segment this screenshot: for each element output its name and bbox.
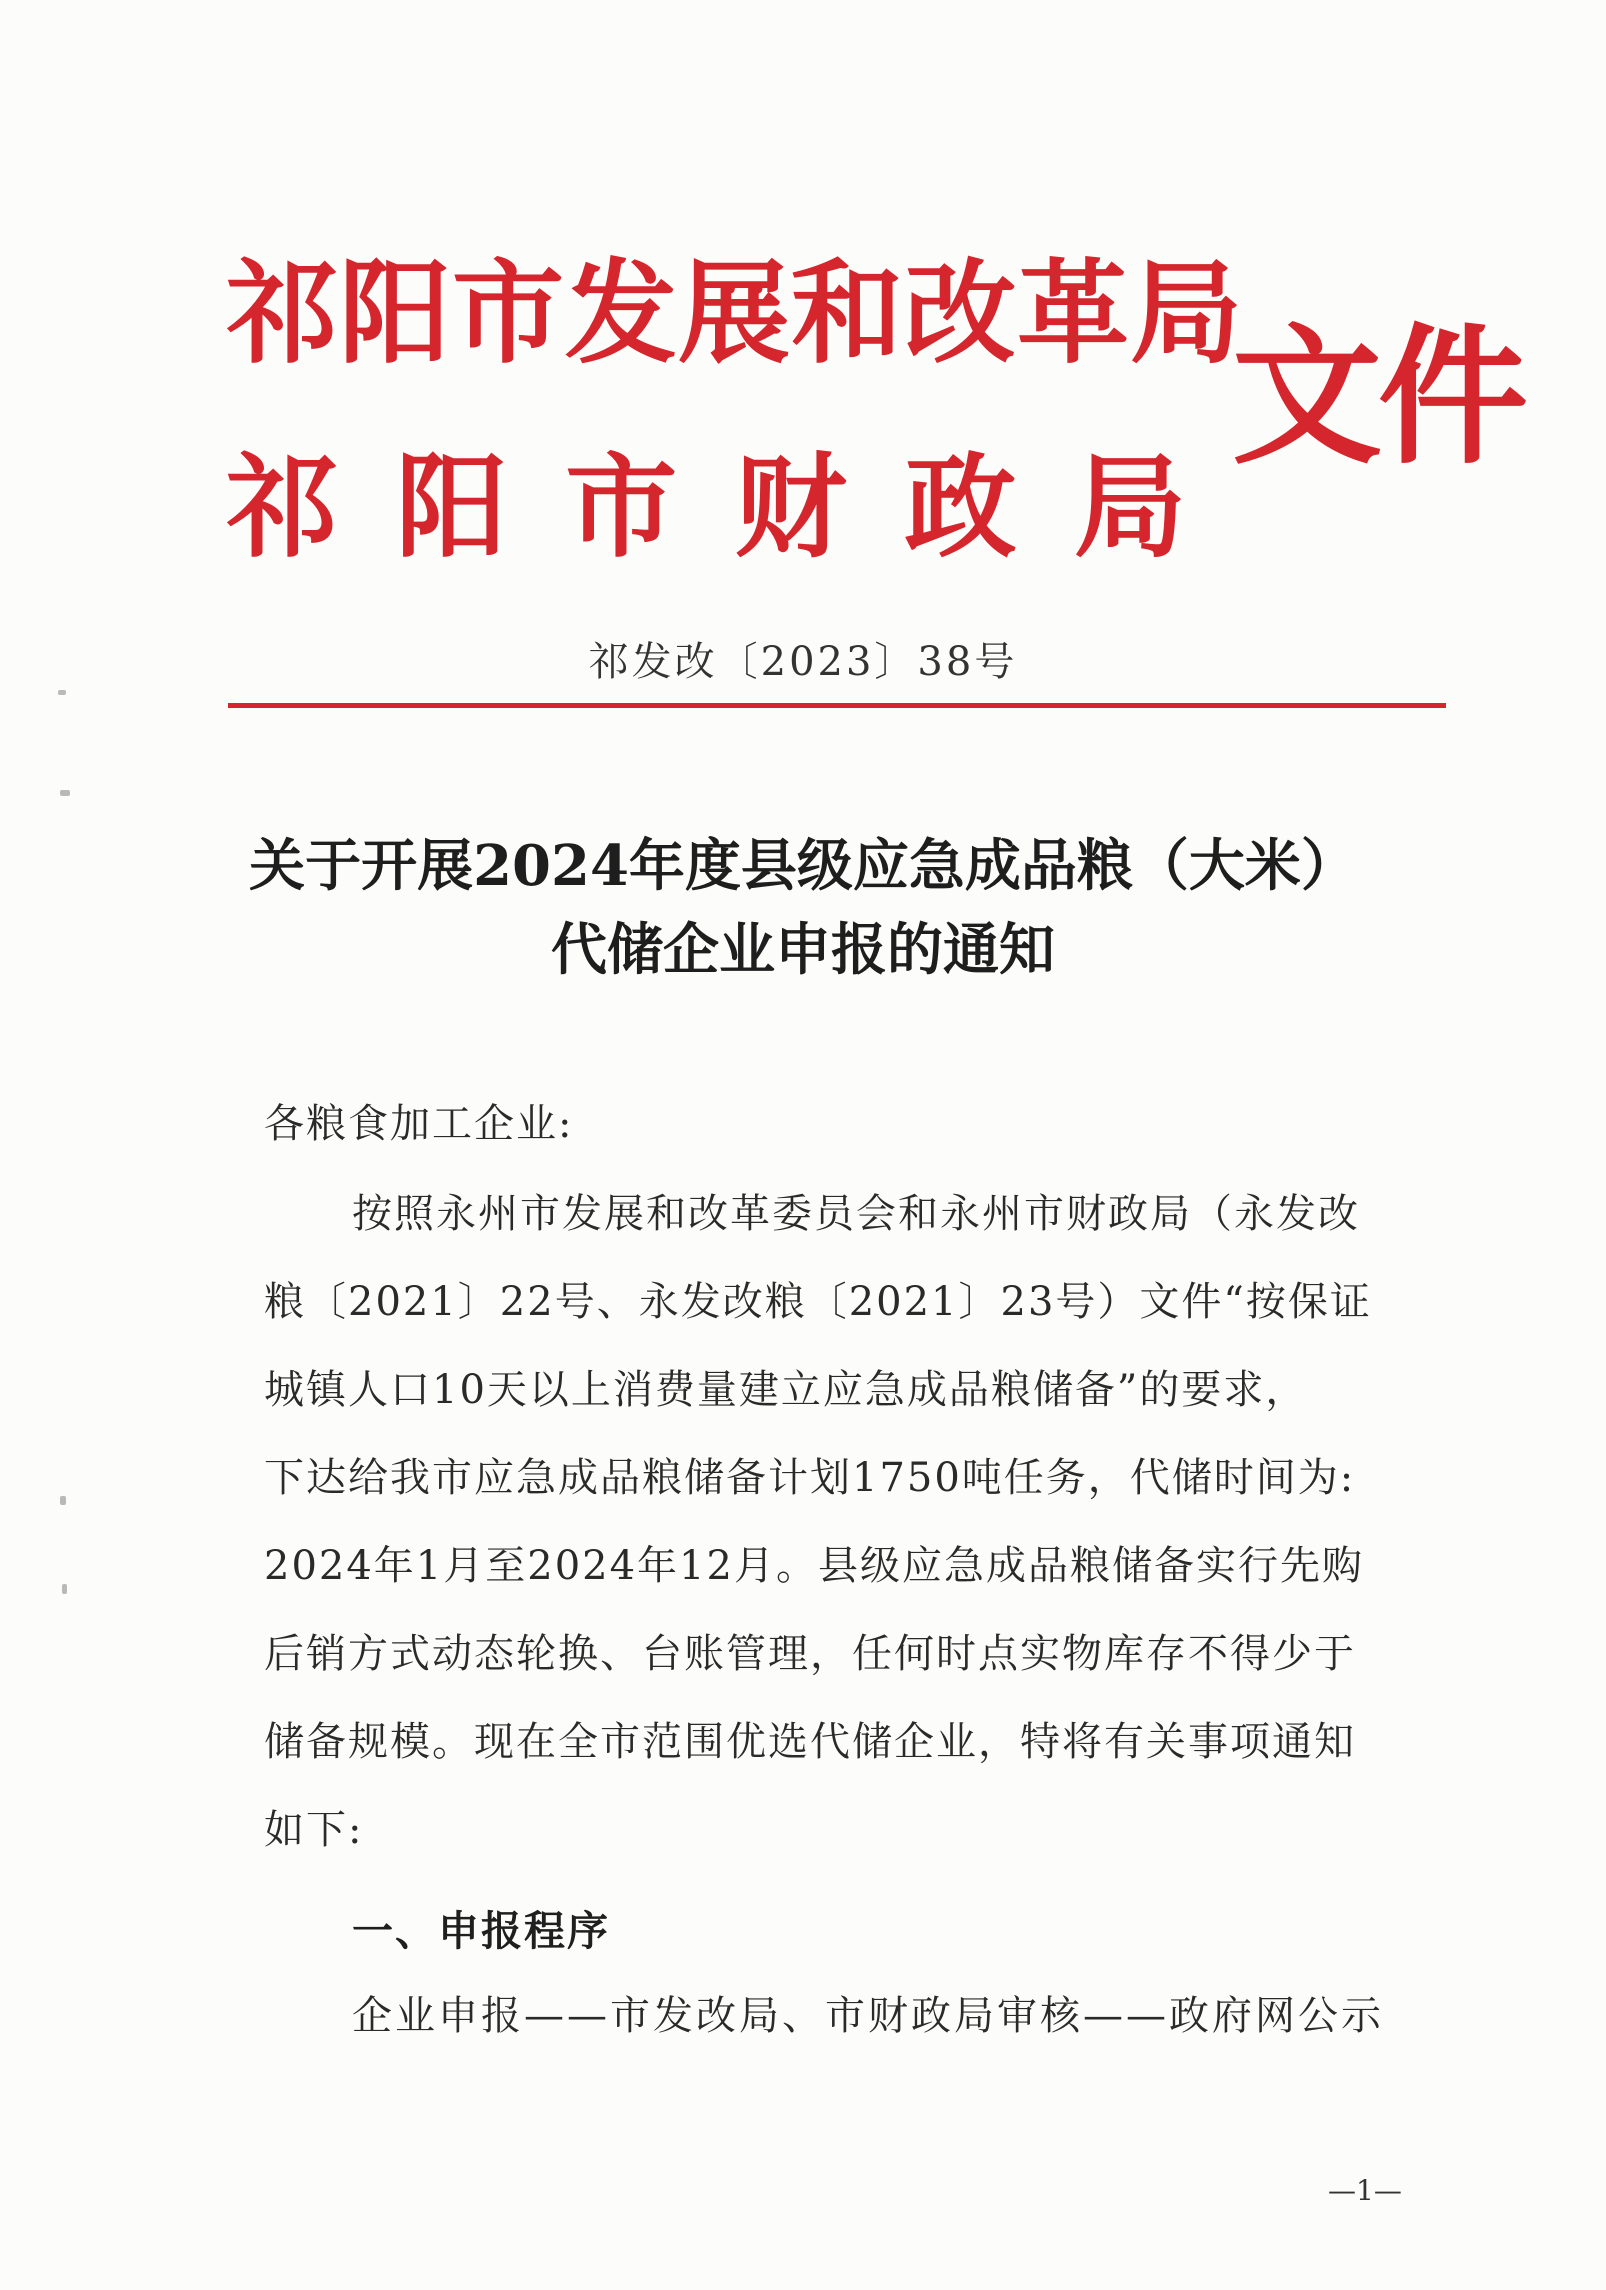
paragraph-line: 如下: bbox=[264, 1807, 364, 1853]
scan-speck bbox=[62, 1584, 67, 1594]
document-label: 文件 bbox=[1232, 309, 1525, 485]
paragraph-line: 城镇人口10天以上消费量建立应急成品粮储备”的要求， bbox=[264, 1367, 1308, 1413]
issuer-char: 市 bbox=[565, 442, 678, 573]
notice-title-line-1: 关于开展2024年度县级应急成品粮（大米） bbox=[249, 833, 1357, 899]
issuer-char: 政 bbox=[904, 442, 1017, 573]
issuer-name-development-reform-bureau: 祁阳市发展和改革局 bbox=[226, 248, 1243, 379]
page-number: —1— bbox=[1328, 2174, 1402, 2207]
salutation: 各粮食加工企业: bbox=[264, 1101, 574, 1147]
scan-speck bbox=[60, 1496, 66, 1505]
document-number: 祁发改〔2023〕38号 bbox=[588, 639, 1018, 685]
scan-speck bbox=[60, 790, 70, 796]
paragraph-line: 按照永州市发展和改革委员会和永州市财政局（永发改 bbox=[352, 1191, 1360, 1237]
issuer-char: 局 bbox=[1073, 442, 1186, 573]
red-divider bbox=[228, 703, 1446, 708]
issuer-char: 祁 bbox=[226, 442, 338, 573]
paragraph-line: 后销方式动态轮换、台账管理，任何时点实物库存不得少于 bbox=[264, 1631, 1356, 1677]
issuer-char: 阳 bbox=[395, 442, 508, 573]
paragraph-line: 粮〔2021〕22号、永发改粮〔2021〕23号）文件“按保证 bbox=[264, 1279, 1372, 1325]
procedure-steps: 企业申报——市发改局、市财政局审核——政府网公示 bbox=[352, 1993, 1384, 2039]
section-heading-application-procedure: 一、申报程序 bbox=[352, 1907, 610, 1955]
issuer-char: 财 bbox=[734, 442, 847, 573]
notice-title-line-2: 代储企业申报的通知 bbox=[551, 917, 1055, 983]
issuer-name-finance-bureau bbox=[226, 442, 1186, 573]
paragraph-line: 2024年1月至2024年12月。县级应急成品粮储备实行先购 bbox=[264, 1543, 1364, 1589]
paragraph-line: 储备规模。现在全市范围优选代储企业，特将有关事项通知 bbox=[264, 1719, 1356, 1765]
scan-speck bbox=[58, 690, 66, 695]
paragraph-line: 下达给我市应急成品粮储备计划1750吨任务，代储时间为: bbox=[264, 1455, 1356, 1501]
